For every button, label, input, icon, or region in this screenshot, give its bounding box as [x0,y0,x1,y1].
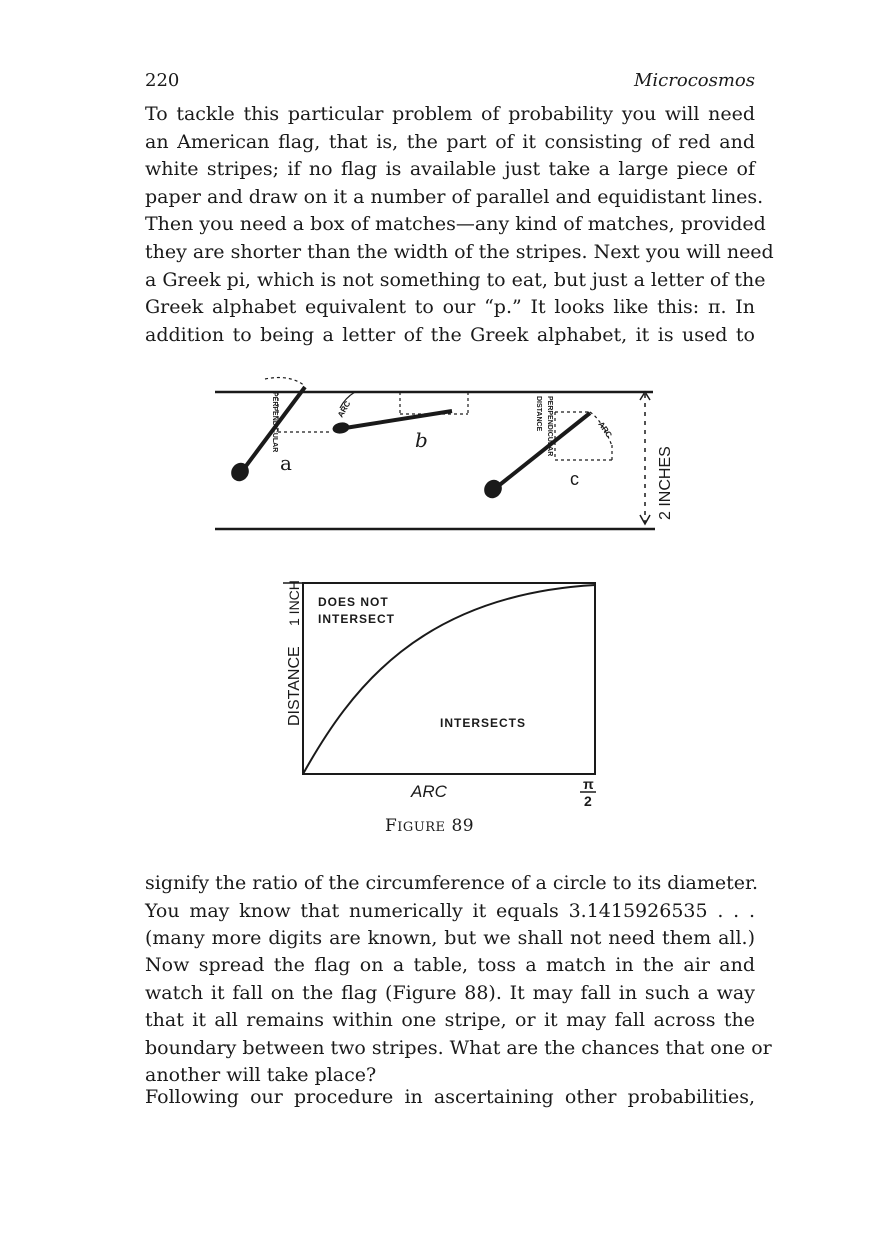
text-line: boundary between two stripes. What are the chances that one or [145,1036,772,1059]
text-line: To tackle this particular problem of probability you will need [145,103,755,125]
match-b [345,411,452,428]
text-line: another will take place? [145,1064,377,1087]
y-axis-label: DISTANCE [286,646,303,726]
perpendicular-label-a: PERPENDICULAR [271,392,278,453]
arrowhead-bottom-icon [640,515,650,524]
text-line: Now spread the flag on a table, toss a match in the air and [145,954,755,976]
paragraph-2 [145,870,759,953]
caption-number: 89 [451,816,475,836]
text-line: paper and draw on it a number of parallel and equidistant lines. [145,185,764,208]
x-axis-max-numerator: π [583,776,594,792]
text-line: Then you need a box of matches—any kind of matches, provided [145,213,766,236]
text-line: a Greek pi, which is not something to eat, but just a letter of the [145,268,766,291]
match-c-head [481,477,504,501]
y-axis-value-label: 1 INCH [286,580,302,626]
text-line: addition to being a letter of the Greek alphabet, it is used to [145,323,755,346]
figure-caption [385,816,474,836]
running-title: Microcosmos [633,70,755,91]
text-line: Following our procedure in ascertaining other probabilities, [145,1086,755,1108]
arc-label-c: ARC [596,419,614,440]
text-line: watch it fall on the flag (Figure 88). It may fall in such a way [145,981,755,1004]
text-line: that it all remains within one stripe, or it may fall across the [145,1009,755,1032]
x-axis-label: ARC [411,782,447,801]
perpendicular-label-c: PERPENDICULAR [546,396,553,457]
x-axis-max-denominator: 2 [584,793,592,809]
distance-label-c: DISTANCE [535,396,542,432]
text-line: (many more digits are known, but we shall not need them all.) [145,927,755,950]
match-b-head [332,422,349,435]
text-line: white stripes; if no flag is available just take a large piece of [145,158,755,181]
match-b-label: b [415,428,428,452]
text-line: they are shorter than the width of the stripes. Next you will need [145,240,774,263]
match-c-label: c [570,469,579,489]
stripe-width-label: 2 INCHES [657,446,674,520]
text-line: an American flag, that is, the part of it consisting of red and [145,130,755,153]
paragraph-4 [145,1084,755,1112]
arc-label-b: ARC [335,399,353,419]
text-line: signify the ratio of the circumference of a circle to its diameter. [145,872,759,894]
region-upper-label-line2: INTERSECT [318,612,396,626]
text-line: You may know that numerically it equals 3.1415926535 . . . [145,899,755,922]
region-upper-label-line1: DOES NOT [318,595,389,609]
match-a-arc-guide [265,378,305,386]
caption-small-caps: IGURE [397,820,446,835]
text-line: Greek alphabet equivalent to our “p.” It looks like this: π. In [145,296,755,319]
match-a-label: a [280,451,292,475]
region-lower-label: INTERSECTS [440,716,527,730]
page-number: 220 [145,70,180,91]
caption-prefix: F [385,816,398,836]
paragraph-3 [145,952,772,1090]
